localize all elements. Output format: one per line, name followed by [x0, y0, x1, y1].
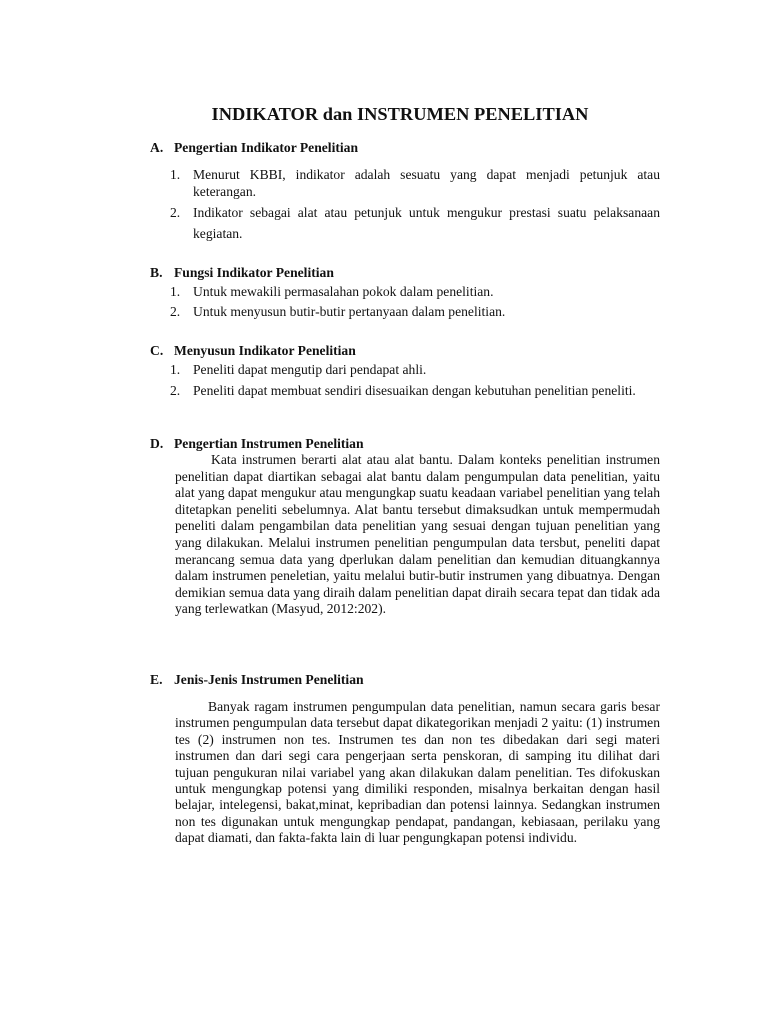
section-list: [150, 166, 660, 244]
item-number: 2.: [170, 304, 181, 319]
section-title: Jenis-Jenis Instrumen Penelitian: [174, 672, 364, 687]
section-list: [150, 283, 660, 320]
item-text: Untuk mewakili permasalahan pokok dalam penelitian.: [193, 284, 494, 299]
item-text: Untuk menyusun butir-butir pertanyaan dalam penelitian.: [193, 304, 506, 319]
item-text: Peneliti dapat mengutip dari pendapat ahli.: [193, 362, 427, 377]
section-a: [150, 139, 660, 244]
item-number: 2.: [170, 205, 181, 220]
item-number: 1.: [170, 167, 181, 182]
section-paragraph: Kata instrumen berarti alat atau alat bantu. Dalam konteks penelitian instrumen penelitian dapat diartikan sebagai alat bantu dalam pengumpulan data penelitian, yaitu alat yang dapat mengukur atau mengungkap suatu keadaan variabel penelitian yang telah ditetapkan peneliti sebelumnya. Alat bantu tersebut dimaksudkan untuk mempermudah peneliti dalam pengambilan data penelitian yang sesuai dengan tujuan penelitian yang yang dilakukan. Melalui instrumen penelitian pengumpulan data tersbut, peneliti dapat merancang semua data yang dperlukan dalam penelitian dan kemudian dituangkannya dalam instrumen peneletian, yaitu melalui butir-butir instrumen yang dibuatnya. Dengan demikian semua data yang diraih dalam penelitian dapat diraih secara tepat dan tidak ada yang terlewatkan (Masyud, 2012:202).: [175, 452, 660, 617]
section-heading: [150, 139, 660, 156]
section-letter: A.: [150, 140, 164, 155]
section-d: [150, 435, 660, 618]
section-title: Pengertian Instrumen Penelitian: [174, 436, 364, 451]
section-letter: B.: [150, 265, 163, 280]
section-letter: D.: [150, 436, 164, 451]
list-item: [150, 166, 660, 200]
section-heading: [150, 264, 660, 281]
section-b: [150, 264, 660, 320]
list-item: [150, 361, 660, 378]
list-item: [150, 283, 660, 300]
list-item: [150, 303, 660, 320]
section-e: [150, 671, 660, 847]
section-letter: C.: [150, 343, 164, 358]
section-title: Fungsi Indikator Penelitian: [174, 265, 334, 280]
item-number: 2.: [170, 383, 181, 398]
list-item: [150, 202, 660, 244]
section-letter: E.: [150, 672, 163, 687]
section-heading: [150, 671, 660, 688]
item-text: Peneliti dapat membuat sendiri disesuaikan dengan kebutuhan penelitian peneliti.: [193, 383, 636, 398]
section-title: Menyusun Indikator Penelitian: [174, 343, 356, 358]
item-number: 1.: [170, 362, 181, 377]
section-paragraph: Banyak ragam instrumen pengumpulan data penelitian, namun secara garis besar instrumen pengumpulan data tersebut dapat dikategorikan menjadi 2 yaitu: (1) instrumen tes (2) instrumen non tes. Instrumen tes dan non tes dibedakan dari segi materi instrumen dan dari segi cara pengerjaan serta penskoran, di samping itu dilihat dari tujuan pengukuran nilai variabel yang akan dilakukan dalam penelitian. Tes difokuskan untuk mengungkap potensi yang dimiliki responden, misalnya berkaitan dengan hasil belajar, intelegensi, bakat,minat, kepribadian dan potensi lainnya. Sedangkan instrumen non tes digunakan untuk mengungkap pendapat, pandangan, kebiasaan, perilaku yang dapat diamati, dan fakta-fakta lain di luar pengungkapan potensi individu.: [175, 699, 660, 846]
section-c: [150, 342, 660, 401]
section-heading: [150, 342, 660, 359]
section-heading: [150, 435, 660, 452]
section-title: Pengertian Indikator Penelitian: [174, 140, 359, 155]
item-number: 1.: [170, 284, 181, 299]
section-list: [150, 361, 660, 401]
item-text: Menurut KBBI, indikator adalah sesuatu yang dapat menjadi petunjuk atau keterangan.: [193, 167, 660, 199]
document-title: INDIKATOR dan INSTRUMEN PENELITIAN: [211, 104, 589, 124]
item-text: Indikator sebagai alat atau petunjuk untuk mengukur prestasi suatu pelaksanaan kegiatan.: [193, 205, 660, 241]
list-item: [150, 381, 660, 401]
